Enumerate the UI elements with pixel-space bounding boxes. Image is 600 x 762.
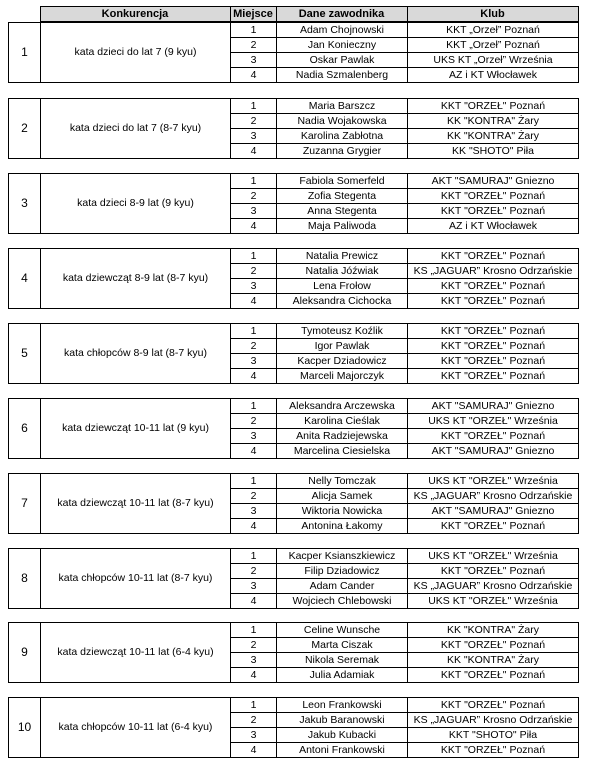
place-cell: 3 [231, 279, 277, 294]
place-cell: 3 [231, 354, 277, 369]
competition-group [8, 473, 579, 534]
competition-number: 7 [9, 474, 41, 534]
place-cell: 1 [231, 23, 277, 38]
athlete-name: Julia Adamiak [277, 668, 408, 683]
club-name: UKS KT "ORZEŁ" Września [408, 594, 579, 609]
place-cell: 4 [231, 594, 277, 609]
athlete-name: Celine Wunsche [277, 623, 408, 638]
table-header [8, 6, 579, 22]
place-cell: 1 [231, 698, 277, 713]
athlete-name: Nikola Seremak [277, 653, 408, 668]
place-cell: 4 [231, 369, 277, 384]
athlete-name: Wiktoria Nowicka [277, 504, 408, 519]
competition-group [8, 622, 579, 683]
place-cell: 1 [231, 324, 277, 339]
club-name: KKT "ORZEŁ" Poznań [408, 519, 579, 534]
athlete-name: Marta Ciszak [277, 638, 408, 653]
header-row [8, 7, 578, 22]
table-row [9, 174, 579, 189]
club-name: KKT "ORZEŁ" Poznań [408, 668, 579, 683]
table-row [9, 399, 579, 414]
club-name: KKT "ORZEŁ" Poznań [408, 279, 579, 294]
place-cell: 3 [231, 579, 277, 594]
competition-number: 10 [9, 698, 41, 758]
athlete-name: Aleksandra Cichocka [277, 294, 408, 309]
place-cell: 1 [231, 99, 277, 114]
competition-category: kata dziewcząt 10-11 lat (8-7 kyu) [41, 474, 231, 534]
competition-number: 6 [9, 399, 41, 459]
place-cell: 2 [231, 189, 277, 204]
athlete-name: Karolina Zabłotna [277, 129, 408, 144]
table-row [9, 23, 579, 38]
club-name: AKT "SAMURAJ" Gniezno [408, 399, 579, 414]
place-cell: 4 [231, 743, 277, 758]
place-cell: 1 [231, 474, 277, 489]
club-name: KK "KONTRA" Żary [408, 129, 579, 144]
competition-number: 5 [9, 324, 41, 384]
place-cell: 1 [231, 174, 277, 189]
place-cell: 2 [231, 489, 277, 504]
competition-number: 1 [9, 23, 41, 83]
table-row [9, 549, 579, 564]
club-name: KKT "ORZEŁ" Poznań [408, 429, 579, 444]
club-name: KK "KONTRA" Żary [408, 114, 579, 129]
header-athlete: Dane zawodnika [276, 7, 407, 22]
place-cell: 2 [231, 414, 277, 429]
athlete-name: Tymoteusz Koźlik [277, 324, 408, 339]
place-cell: 3 [231, 129, 277, 144]
place-cell: 2 [231, 713, 277, 728]
club-name: KK "SHOTO" Piła [408, 144, 579, 159]
competition-category: kata dziewcząt 8-9 lat (8-7 kyu) [41, 249, 231, 309]
athlete-name: Karolina Cieślak [277, 414, 408, 429]
club-name: KKT „Orzeł” Poznań [408, 23, 579, 38]
club-name: KK "KONTRA" Żary [408, 653, 579, 668]
athlete-name: Zofia Stegenta [277, 189, 408, 204]
competition-group [8, 173, 579, 234]
club-name: KS „JAGUAR” Krosno Odrzańskie [408, 713, 579, 728]
competition-category: kata dziewcząt 10-11 lat (6-4 kyu) [41, 623, 231, 683]
athlete-name: Maria Barszcz [277, 99, 408, 114]
athlete-name: Lena Frołow [277, 279, 408, 294]
club-name: KKT "ORZEŁ" Poznań [408, 249, 579, 264]
athlete-name: Aleksandra Arczewska [277, 399, 408, 414]
table-row [9, 99, 579, 114]
athlete-name: Marcelina Ciesielska [277, 444, 408, 459]
place-cell: 3 [231, 653, 277, 668]
place-cell: 1 [231, 549, 277, 564]
club-name: KKT "ORZEŁ" Poznań [408, 189, 579, 204]
athlete-name: Antonina Łakomy [277, 519, 408, 534]
club-name: KKT "ORZEŁ" Poznań [408, 294, 579, 309]
competition-number: 8 [9, 549, 41, 609]
club-name: AKT "SAMURAJ" Gniezno [408, 504, 579, 519]
competition-category: kata dzieci do lat 7 (9 kyu) [41, 23, 231, 83]
club-name: UKS KT „Orzeł” Września [408, 53, 579, 68]
club-name: KS „JAGUAR” Krosno Odrzańskie [408, 579, 579, 594]
athlete-name: Anita Radziejewska [277, 429, 408, 444]
place-cell: 4 [231, 144, 277, 159]
club-name: AKT "SAMURAJ" Gniezno [408, 174, 579, 189]
athlete-name: Jan Konieczny [277, 38, 408, 53]
place-cell: 3 [231, 204, 277, 219]
table-row [9, 623, 579, 638]
club-name: KKT „Orzeł” Poznań [408, 38, 579, 53]
competition-group [8, 323, 579, 384]
place-cell: 3 [231, 504, 277, 519]
competition-category: kata chłopców 8-9 lat (8-7 kyu) [41, 324, 231, 384]
athlete-name: Fabiola Somerfeld [277, 174, 408, 189]
place-cell: 2 [231, 638, 277, 653]
competition-group [8, 248, 579, 309]
place-cell: 3 [231, 728, 277, 743]
athlete-name: Natalia Jóźwiak [277, 264, 408, 279]
club-name: AZ i KT Włocławek [408, 68, 579, 83]
athlete-name: Leon Frankowski [277, 698, 408, 713]
table-row [9, 249, 579, 264]
competition-category: kata dziewcząt 10-11 lat (9 kyu) [41, 399, 231, 459]
competition-category: kata dzieci do lat 7 (8-7 kyu) [41, 99, 231, 159]
place-cell: 2 [231, 38, 277, 53]
athlete-name: Igor Pawlak [277, 339, 408, 354]
athlete-name: Jakub Kubacki [277, 728, 408, 743]
competition-number: 3 [9, 174, 41, 234]
competition-group [8, 697, 579, 758]
athlete-name: Nelly Tomczak [277, 474, 408, 489]
athlete-name: Alicja Samek [277, 489, 408, 504]
club-name: KKT "ORZEŁ" Poznań [408, 324, 579, 339]
place-cell: 4 [231, 294, 277, 309]
club-name: KKT "ORZEŁ" Poznań [408, 564, 579, 579]
competition-number: 4 [9, 249, 41, 309]
competition-category: kata dzieci 8-9 lat (9 kyu) [41, 174, 231, 234]
athlete-name: Maja Paliwoda [277, 219, 408, 234]
place-cell: 2 [231, 564, 277, 579]
athlete-name: Oskar Pawlak [277, 53, 408, 68]
club-name: KKT "ORZEŁ" Poznań [408, 354, 579, 369]
place-cell: 4 [231, 68, 277, 83]
header-competition: Konkurencja [40, 7, 230, 22]
place-cell: 4 [231, 444, 277, 459]
athlete-name: Nadia Szmalenberg [277, 68, 408, 83]
competition-group [8, 398, 579, 459]
competition-group [8, 98, 579, 159]
athlete-name: Jakub Baranowski [277, 713, 408, 728]
place-cell: 4 [231, 668, 277, 683]
header-blank [8, 7, 40, 22]
club-name: AZ i KT Włocławek [408, 219, 579, 234]
athlete-name: Natalia Prewicz [277, 249, 408, 264]
competition-category: kata chłopców 10-11 lat (6-4 kyu) [41, 698, 231, 758]
club-name: KKT "SHOTO" Piła [408, 728, 579, 743]
club-name: KKT "ORZEŁ" Poznań [408, 204, 579, 219]
club-name: UKS KT "ORZEŁ" Września [408, 414, 579, 429]
athlete-name: Marceli Majorczyk [277, 369, 408, 384]
place-cell: 2 [231, 114, 277, 129]
club-name: KKT "ORZEŁ" Poznań [408, 743, 579, 758]
competition-category: kata chłopców 10-11 lat (8-7 kyu) [41, 549, 231, 609]
place-cell: 2 [231, 264, 277, 279]
club-name: KK "KONTRA" Żary [408, 623, 579, 638]
table-row [9, 698, 579, 713]
place-cell: 1 [231, 249, 277, 264]
athlete-name: Adam Cander [277, 579, 408, 594]
athlete-name: Wojciech Chlebowski [277, 594, 408, 609]
place-cell: 3 [231, 429, 277, 444]
place-cell: 2 [231, 339, 277, 354]
club-name: KKT "ORZEŁ" Poznań [408, 698, 579, 713]
place-cell: 4 [231, 219, 277, 234]
place-cell: 1 [231, 623, 277, 638]
club-name: UKS KT "ORZEŁ" Września [408, 474, 579, 489]
table-row [9, 474, 579, 489]
athlete-name: Antoni Frankowski [277, 743, 408, 758]
club-name: AKT "SAMURAJ" Gniezno [408, 444, 579, 459]
athlete-name: Anna Stegenta [277, 204, 408, 219]
athlete-name: Kacper Ksianszkiewicz [277, 549, 408, 564]
header-club: Klub [407, 7, 578, 22]
competition-group [8, 548, 579, 609]
competition-group [8, 22, 579, 83]
table-row [9, 324, 579, 339]
place-cell: 3 [231, 53, 277, 68]
athlete-name: Adam Chojnowski [277, 23, 408, 38]
club-name: UKS KT "ORZEŁ" Września [408, 549, 579, 564]
club-name: KS „JAGUAR” Krosno Odrzańskie [408, 489, 579, 504]
athlete-name: Zuzanna Grygier [277, 144, 408, 159]
header-place: Miejsce [230, 7, 276, 22]
place-cell: 1 [231, 399, 277, 414]
club-name: KKT "ORZEŁ" Poznań [408, 99, 579, 114]
athlete-name: Kacper Dziadowicz [277, 354, 408, 369]
competition-number: 9 [9, 623, 41, 683]
club-name: KS „JAGUAR” Krosno Odrzańskie [408, 264, 579, 279]
club-name: KKT "ORZEŁ" Poznań [408, 638, 579, 653]
place-cell: 4 [231, 519, 277, 534]
club-name: KKT "ORZEŁ" Poznań [408, 339, 579, 354]
competition-number: 2 [9, 99, 41, 159]
club-name: KKT "ORZEŁ" Poznań [408, 369, 579, 384]
athlete-name: Filip Dziadowicz [277, 564, 408, 579]
athlete-name: Nadia Wojakowska [277, 114, 408, 129]
